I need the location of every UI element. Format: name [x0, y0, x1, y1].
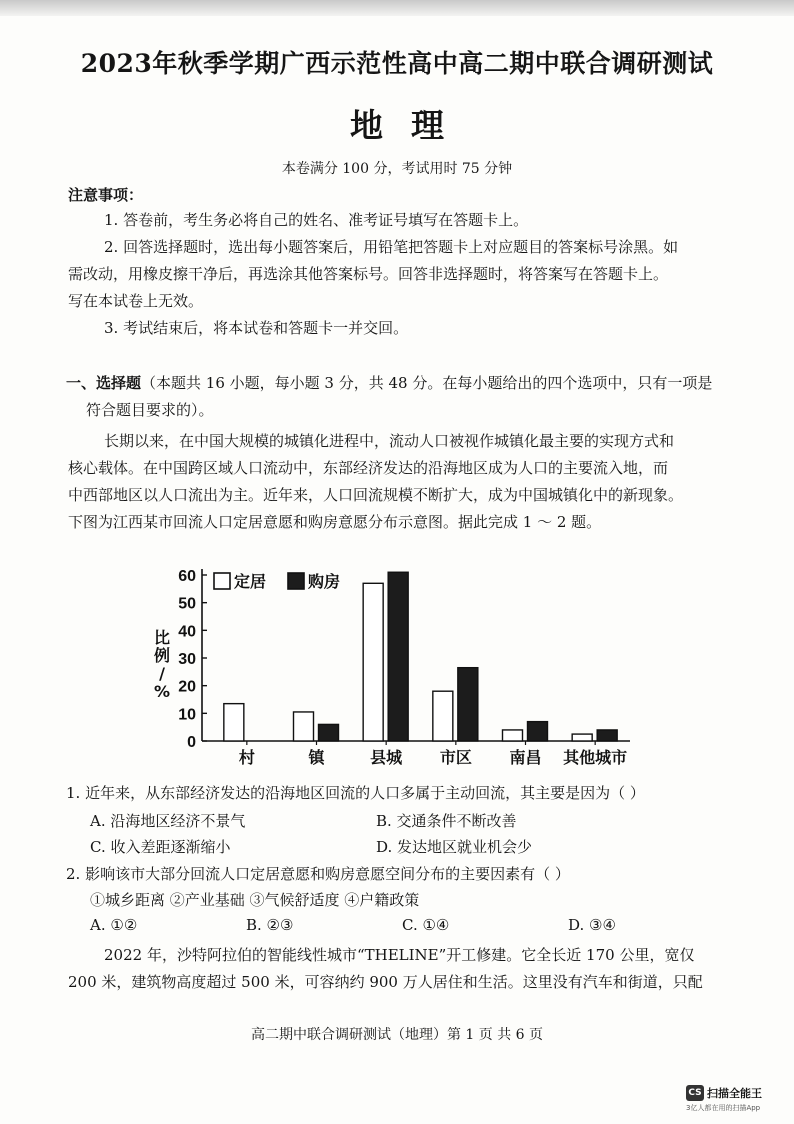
note-line-3: 需改动，用橡皮擦干净后，再选涂其他答案标号。回答非选择题时，将答案写在答题卡上。: [68, 265, 669, 283]
scanner-tagline: 3亿人都在用的扫描App: [686, 1104, 761, 1112]
q2-stem: 2. 影响该市大部分回流人口定居意愿和购房意愿空间分布的主要因素有（ ）: [66, 865, 570, 883]
x-tick-label: 市区: [439, 748, 472, 767]
bar-settle: [224, 704, 244, 741]
y-tick-label: 60: [178, 568, 196, 585]
q2-factors: ①城乡距离 ②产业基础 ③气候舒适度 ④户籍政策: [90, 891, 420, 909]
x-tick-label: 其他城市: [563, 748, 628, 767]
notes-heading: 注意事项：: [68, 186, 144, 204]
x-tick-label: 镇: [308, 748, 325, 767]
scanner-name: 扫描全能王: [707, 1086, 762, 1100]
section-heading-line: [66, 370, 712, 397]
y-axis-label-char: /: [159, 664, 165, 683]
note-line-1: 1. 答卷前，考生务必将自己的姓名、准考证号填写在答题卡上。: [104, 211, 529, 229]
y-tick-label: 30: [178, 651, 196, 668]
y-tick-label: 20: [178, 678, 196, 696]
section-desc: （本题共 16 小题，每小题 3 分，共 48 分。在每小题给出的四个选项中，只有一项是: [141, 374, 713, 392]
x-tick-label: 南昌: [509, 748, 542, 767]
page-footer: 高二期中联合调研测试（地理）第 1 页 共 6 页: [250, 1027, 544, 1043]
x-tick-label: 村: [238, 748, 255, 767]
note-line-5: 3. 考试结束后，将本试卷和答题卡一并交回。: [104, 319, 409, 337]
legend-swatch: [288, 573, 304, 589]
q2-option-c: C. ①④: [402, 916, 450, 934]
note-line-4: 写在本试卷上无效。: [68, 292, 204, 310]
passage1-line-4: 下图为江西某市回流人口定居意愿和购房意愿分布示意图。据此完成 1 ～ 2 题。: [68, 513, 602, 531]
exam-title: 2023年秋季学期广西示范性高中高二期中联合调研测试: [80, 49, 714, 78]
q1-option-d: D. 发达地区就业机会少: [376, 838, 533, 856]
y-tick-label: 10: [178, 706, 196, 724]
legend-label: 定居: [234, 572, 267, 591]
y-tick-label: 40: [178, 623, 196, 641]
y-axis-label-char: 比: [153, 628, 171, 647]
subject-title: 地理: [350, 106, 472, 145]
bar-chart: [150, 555, 640, 775]
scanner-watermark: [686, 1082, 762, 1113]
bar-house: [528, 722, 548, 741]
bar-settle: [294, 712, 314, 741]
bar-settle: [433, 691, 453, 741]
exam-info: 本卷满分 100 分，考试用时 75 分钟: [281, 161, 513, 177]
note-line-2: 2. 回答选择题时，选出每小题答案后，用铅笔把答题卡上对应题目的答案标号涂黑。如: [104, 238, 679, 256]
y-tick-label: 50: [178, 595, 196, 613]
q2-option-d: D. ③④: [568, 916, 616, 934]
passage1-line-3: 中西部地区以人口流出为主。近年来，人口回流规模不断扩大，成为中国城镇化中的新现象。: [68, 486, 684, 504]
x-tick-label: 县城: [370, 748, 403, 767]
bar-settle: [363, 583, 383, 741]
legend-label: 购房: [308, 572, 341, 591]
bar-house: [597, 730, 617, 741]
q1-option-a: A. 沿海地区经济不景气: [90, 812, 246, 830]
passage2-line-2: 200 米，建筑物高度超过 500 米，可容纳约 900 万人居住和生活。这里没有汽车和街道，只配: [68, 973, 703, 991]
section-heading: 一、选择题: [66, 374, 142, 392]
passage1-line-1: 长期以来，在中国大规模的城镇化进程中，流动人口被视作城镇化最主要的实现方式和: [104, 432, 675, 450]
scanner-logo-icon: CS: [686, 1085, 704, 1101]
q1-option-c: C. 收入差距逐渐缩小: [90, 838, 231, 856]
bar-house: [388, 572, 408, 741]
scan-top-edge: [0, 0, 794, 16]
bar-house: [458, 668, 478, 741]
q2-option-b: B. ②③: [246, 916, 294, 934]
bar-settle: [503, 730, 523, 741]
q1-option-b: B. 交通条件不断改善: [376, 812, 517, 830]
legend-swatch: [214, 573, 230, 589]
bar-settle: [572, 734, 592, 741]
y-tick-label: 0: [187, 734, 196, 751]
section-desc-2: 符合题目要求的）。: [86, 401, 214, 419]
passage1-line-2: 核心载体。在中国跨区域人口流动中，东部经济发达的沿海地区成为人口的主要流入地，而: [68, 459, 669, 477]
bar-house: [319, 724, 339, 741]
y-axis-label-char: %: [153, 682, 171, 701]
q1-stem: 1. 近年来，从东部经济发达的沿海地区回流的人口多属于主动回流，其主要是因为（ ）: [66, 784, 645, 802]
y-axis-label-char: 例: [153, 646, 171, 665]
passage2-line-1: 2022 年，沙特阿拉伯的智能线性城市“THELINE”开工修建。它全长近 170 公里，宽仅: [104, 946, 695, 964]
q2-option-a: A. ①②: [90, 916, 138, 934]
